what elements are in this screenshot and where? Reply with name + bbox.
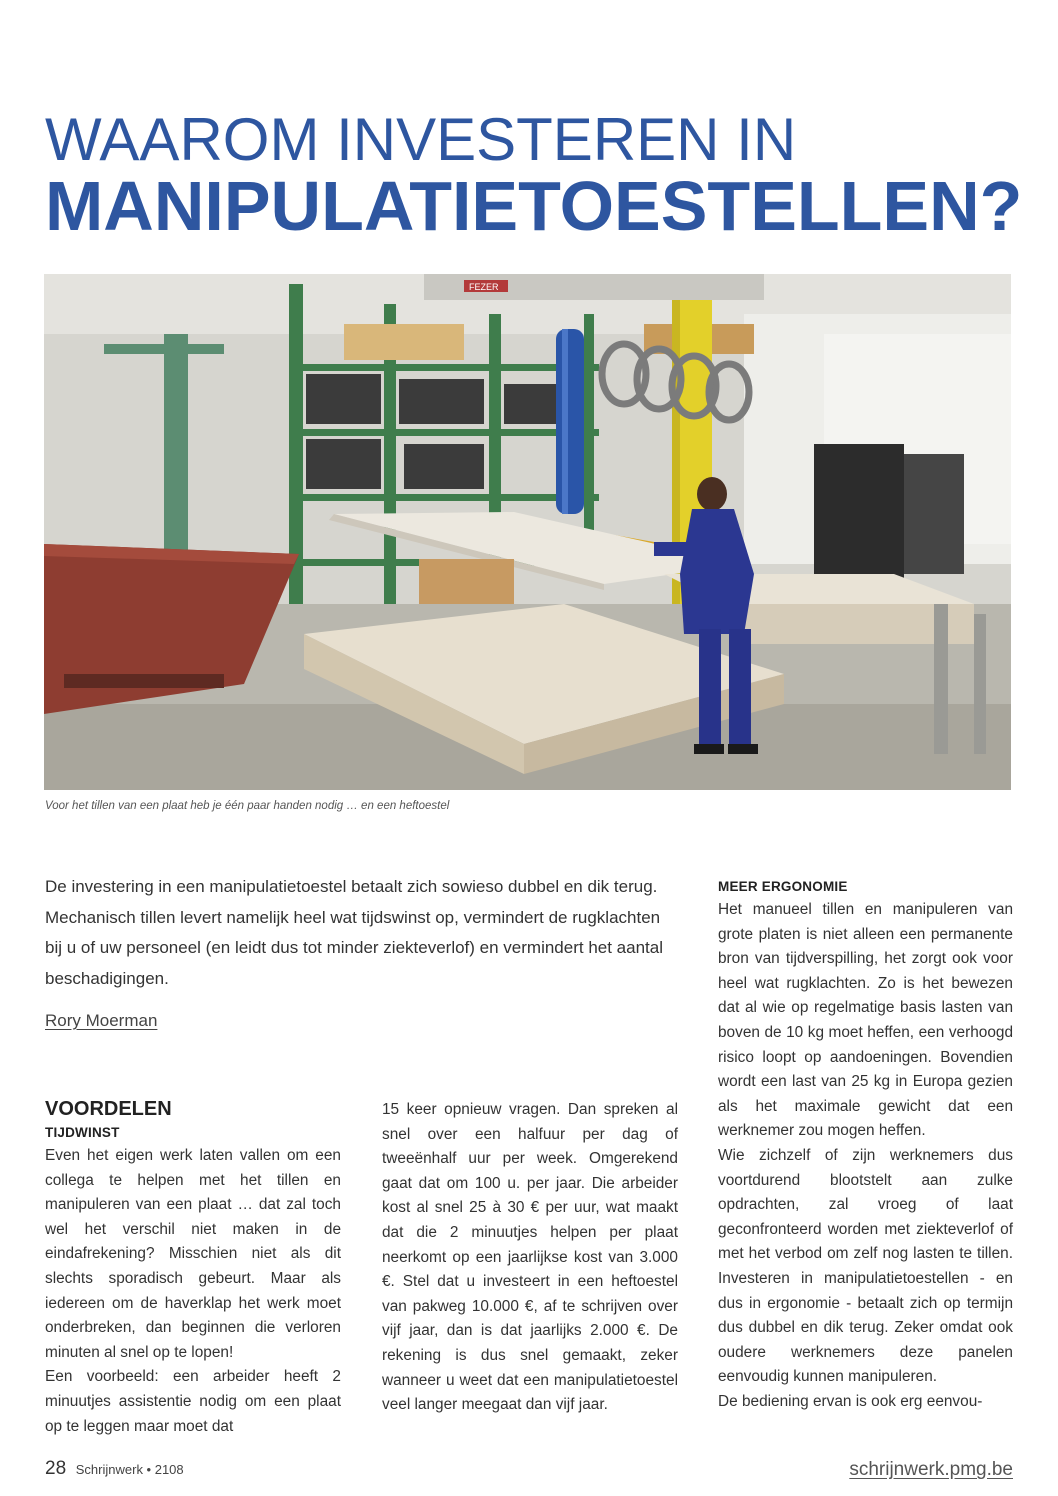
crane-label: FEZER <box>469 282 499 292</box>
body-paragraph: De bediening ervan is ook erg eenvou- <box>718 1392 983 1410</box>
body-paragraph: Even het eigen werk laten vallen om een collega te helpen met het tillen en manipuleren van een plaat … dat zal toch wel het verschil niet maken in de eindafrekening? Misschien niet als dit slechts sporadisch gebeurt. Maar als iedereen om de haverklap het werk moet onderbreken, dan beginnen die verloren minuten al snel op te lopen! <box>45 1147 341 1361</box>
website-link[interactable]: schrijnwerk.pmg.be <box>849 1459 1013 1480</box>
column-3 <box>718 876 1013 1414</box>
title-line-2: MANIPULATIETOESTELLEN? <box>45 167 1023 245</box>
column-2 <box>382 1098 678 1418</box>
body-paragraph: 15 keer opnieuw vragen. Dan spreken al snel over een halfuur per dag of tweeënhalf uur per week. Omgerekend gaat dat om 100 u. per jaar. Die arbeider kost al snel 25 à 30 € per uur, wat maakt dat die 2 minuutjes helpen per plaat neerkomt op een jaarlijkse kost van 3.000 €. Stel dat u investeert in een heftoestel van pakweg 10.000 €, af te schrijven over vijf jaar, dan is dat jaarlijks 2.000 €. De rekening is dus snel gemaakt, zeker wanneer u weet dat een manipulatietoestel veel langer meegaat dan vijf jaar. <box>382 1101 678 1414</box>
body-paragraph: Het manueel tillen en manipuleren van grote platen is niet alleen een permanente bron van tijdverspilling, het zorgt ook voor heel wat rugklachten. Zo is het bewezen dat al wie op regelmatige basis lasten van boven de 10 kg moet heffen, een verhoogd risico loopt op aandoeningen. Bovendien wordt een last van 25 kg in Europa gezien als het maximale gewicht dat een werknemer zou mogen heffen. <box>718 901 1013 1140</box>
section-heading-voordelen: VOORDELEN <box>45 1098 172 1120</box>
intro-paragraph: De investering in een manipulatietoestel betaalt zich sowieso dubbel en dik terug. Mechanisch tillen levert namelijk heel wat tijdswinst op, vermindert de rugklachten bij u of uw personeel (en leidt dus tot minder ziekteverlof) en vermindert het aantal beschadigingen. <box>45 877 663 988</box>
subheading-meer-ergonomie: MEER ERGONOMIE <box>718 879 848 894</box>
subheading-tijdwinst: TIJDWINST <box>45 1125 120 1140</box>
body-paragraph: Wie zichzelf of zijn werknemers dus voortdurend blootstelt aan zulke opdrachten, zal vroeg of laat geconfronteerd worden met ziekteverlof of met het verbod om zelf nog lasten te tillen. Investeren in manipulatietoestellen - en dus in ergonomie - betaalt zich op termijn dus dubbel en dik terug. Zeker omdat ook oudere werknemers deze panelen eenvoudig kunnen manipuleren. <box>718 1146 1013 1386</box>
author-link[interactable]: Rory Moerman <box>45 1011 158 1030</box>
magazine-issue: Schrijnwerk • 2108 <box>75 1462 184 1477</box>
body-paragraph: Een voorbeeld: een arbeider heeft 2 minuutjes assistentie nodig om een plaat op te leggen maar moet dat <box>45 1368 341 1435</box>
warehouse-photo <box>44 274 1011 790</box>
title-line-1: WAAROM INVESTEREN IN <box>45 106 797 173</box>
photo-caption: Voor het tillen van een plaat heb je één paar handen nodig … en een heftoestel <box>45 800 450 812</box>
page-number: 28 <box>45 1458 67 1479</box>
column-1 <box>45 1096 341 1439</box>
footer-left <box>45 1458 184 1480</box>
